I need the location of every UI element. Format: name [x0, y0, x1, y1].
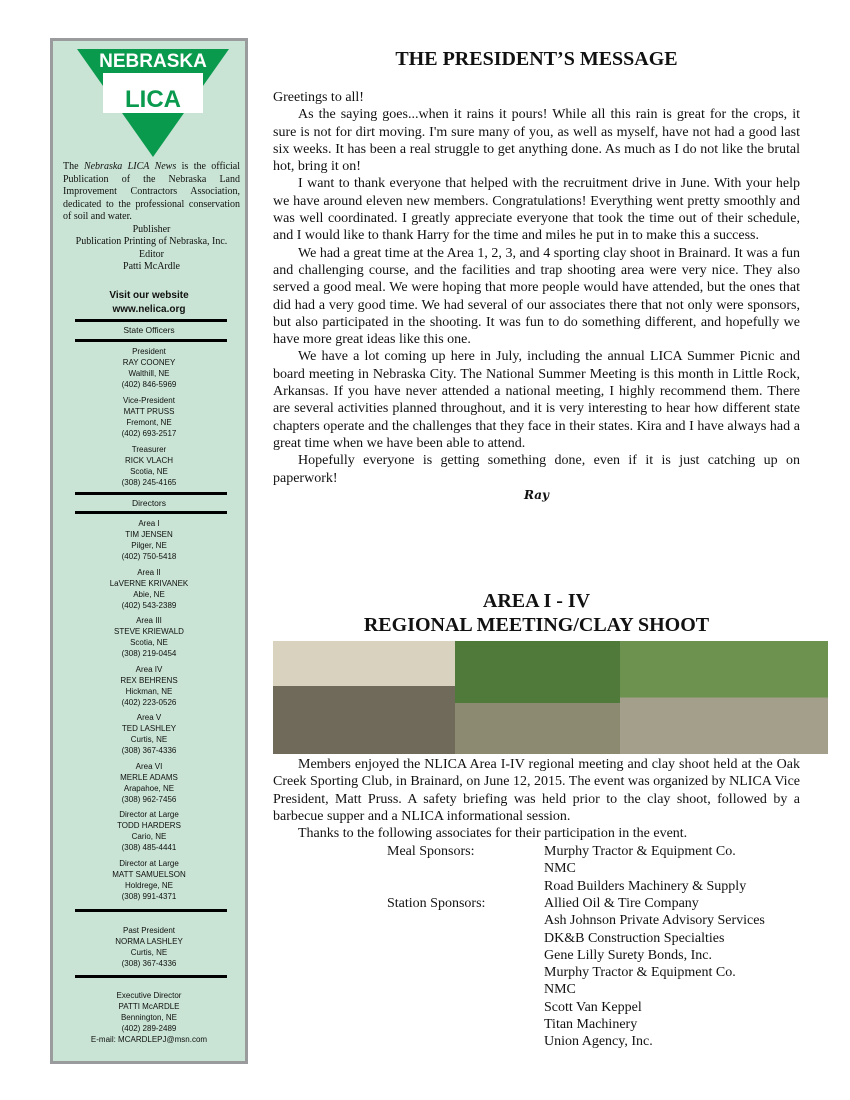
- officer-name: MERLE ADAMS: [120, 772, 178, 782]
- past-president: Past President NORMA LASHLEY Curtis, NE (308) 367-4336: [115, 926, 183, 968]
- officer-entry: [53, 444, 245, 488]
- officer-entry: [53, 615, 245, 659]
- officer-name: TED LASHLEY: [121, 724, 177, 733]
- president-message-title: THE PRESIDENT’S MESSAGE: [395, 48, 678, 70]
- officer-phone: (308) 485-4441: [121, 843, 177, 852]
- officer-entry: [53, 712, 245, 756]
- publication-statement: The Nebraska LICA News is the official Publication of the Nebraska Land Improvement Contractors Association, dedicated to the professional conservation of soil and water. Publisher Publication Printing of Nebraska, Inc. Editor Patti McArdle: [63, 161, 241, 272]
- sponsor: Gene Lilly Surety Bonds, Inc.: [544, 947, 712, 963]
- officer-name: TODD HARDERS: [117, 821, 181, 830]
- officer-entry: [53, 761, 245, 805]
- officer-role: Director at Large: [119, 810, 179, 819]
- officer-role: Area V: [136, 713, 162, 722]
- officer-name: MATT PRUSS: [123, 407, 175, 416]
- sponsor: DK&B Construction Specialties: [544, 930, 725, 946]
- officer-phone: (402) 846-5969: [121, 380, 177, 389]
- sponsor: Allied Oil & Tire Company: [544, 896, 699, 911]
- visit-label: Visit our website: [109, 290, 189, 301]
- svg-text:NEBRASKA: NEBRASKA: [99, 51, 207, 72]
- signature: Ray: [524, 487, 549, 502]
- officer-name: STEVE KRIEWALD: [114, 627, 184, 636]
- officer-city: Hickman, NE: [125, 686, 173, 696]
- directors-heading: Directors: [131, 498, 166, 508]
- shooters-photo: [455, 641, 620, 754]
- officer-phone: (402) 693-2517: [121, 429, 177, 438]
- area-title: AREA I - IV: [482, 590, 591, 612]
- officer-role: Vice-President: [123, 396, 175, 405]
- station-sponsors-label: Station Sponsors:: [387, 896, 486, 911]
- officer-city: Scotia, NE: [130, 638, 168, 647]
- sponsor: NMC: [544, 861, 576, 877]
- meeting-photo: [273, 641, 455, 754]
- website-block: [53, 289, 245, 317]
- officer-role: Area I: [138, 519, 160, 528]
- paragraph: We had a great time at the Area 1, 2, 3, and 4 sporting clay shoot in Brainard. It was a fun and challenging course, and the facilities and trap shooting area were very nice. They also served a good meal. We were hoping that more people would have attended, but the ones that did had a very good time. We had several of our associates there that not only were sponsors, but also participated in the shooting. It was fun to do something different, and hopefully we have more great ideas like this one.: [273, 245, 800, 348]
- officer-entry: [53, 664, 245, 708]
- divider: [75, 319, 227, 322]
- paragraph: Members enjoyed the NLICA Area I-IV regional meeting and clay shoot held at the Oak Creek Sporting Club, in Brainard, on June 12, 2015. The event was organized by NLICA Vice President, Matt Pruss. A safety briefing was held prior to the clay shoot, followed by a barbecue supper and a NLICA informational session.: [273, 757, 800, 824]
- divider: [75, 339, 227, 342]
- officer-role: Treasurer: [131, 445, 167, 454]
- meal-sponsors-list: [544, 843, 746, 895]
- paragraph: Thanks to the following associates for their participation in the event.: [298, 826, 688, 842]
- officer-entry: [53, 518, 245, 562]
- publisher-label: Publisher: [132, 223, 171, 235]
- officer-phone: (308) 367-4336: [121, 746, 177, 755]
- divider: [75, 492, 227, 495]
- officer-role: Area II: [137, 567, 161, 577]
- sponsor: Murphy Tractor & Equipment Co.: [544, 965, 736, 981]
- greeting: Greetings to all!: [273, 90, 364, 105]
- executive-director: Executive Director PATTI McARDLE Bennington, NE (402) 289-2489 E-mail: MCARDLEPJ@msn.com: [53, 990, 245, 1045]
- officer-city: Fremont, NE: [126, 418, 172, 427]
- officer-phone: (402) 543-2389: [121, 600, 177, 610]
- area-subtitle: REGIONAL MEETING/CLAY SHOOT: [363, 614, 710, 636]
- state-officers-heading: State Officers: [123, 325, 175, 335]
- sponsor: Titan Machinery: [544, 1017, 638, 1033]
- sponsor: Union Agency, Inc.: [544, 1034, 653, 1050]
- officer-role: President: [132, 347, 166, 356]
- officer-role: Area IV: [135, 664, 163, 674]
- area-article: [273, 756, 800, 842]
- officer-name: TIM JENSEN: [125, 530, 173, 539]
- editor: Patti McArdle: [123, 261, 180, 272]
- sponsor: Murphy Tractor & Equipment Co.: [544, 844, 736, 859]
- nebraska-lica-logo: [75, 47, 231, 159]
- sponsor: NMC: [544, 982, 576, 998]
- officer-city: Scotia, NE: [130, 467, 168, 476]
- clay-shoot-photo: [620, 641, 828, 754]
- officer-entry: [53, 809, 245, 853]
- station-sponsors-list: [544, 895, 765, 1051]
- officer-city: Holdrege, NE: [124, 880, 174, 890]
- officer-name: REX BEHRENS: [120, 675, 178, 685]
- officer-name: MATT SAMUELSON: [112, 869, 186, 879]
- officer-city: Arapahoe, NE: [123, 783, 175, 793]
- officer-city: Pilger, NE: [131, 541, 167, 550]
- officer-entry: [53, 346, 245, 390]
- divider: [75, 909, 227, 912]
- divider: [75, 511, 227, 514]
- officer-phone: (402) 223-0526: [121, 697, 177, 707]
- officer-city: Abie, NE: [133, 589, 165, 599]
- sponsor: Road Builders Machinery & Supply: [544, 878, 747, 894]
- officer-role: Area III: [136, 616, 162, 625]
- sidebar: [50, 38, 248, 1064]
- email[interactable]: E-mail: MCARDLEPJ@msn.com: [90, 1035, 208, 1044]
- meal-sponsors-label: Meal Sponsors:: [387, 844, 475, 859]
- officer-phone: (402) 750-5418: [121, 552, 177, 561]
- officer-name: RAY COONEY: [122, 358, 176, 367]
- website-link[interactable]: www.nelica.org: [112, 304, 186, 315]
- publisher: Publication Printing of Nebraska, Inc.: [75, 236, 228, 247]
- sponsor: Scott Van Keppel: [544, 999, 642, 1015]
- officer-name: LaVERNE KRIVANEK: [109, 578, 189, 588]
- officer-entry: [53, 395, 245, 439]
- officer-phone: (308) 245-4165: [121, 478, 177, 487]
- officer-phone: (308) 219-0454: [121, 649, 177, 658]
- officer-entry: [53, 567, 245, 611]
- officer-phone: (308) 962-7456: [121, 794, 177, 804]
- officer-city: Cario, NE: [131, 832, 167, 841]
- paragraph: As the saying goes...when it rains it pours! While all this rain is great for the crops, it sure is not for dirt moving. I'm sure many of you, as well as myself, have not had a good last six weeks. It has been a real struggle to get anything done. As much as I do not like the brutal hot, bring it on!: [273, 107, 800, 175]
- paragraph: I want to thank everyone that helped with the recruitment drive in June. With your help we have around eleven new members. Congratulations! Everything went pretty smoothly and was well coordinated. I greatly appreciate everyone that took the time out of their schedule, and I would like to thank Harry for the time and miles he put in to make this a success.: [273, 176, 800, 244]
- svg-text:LICA: LICA: [125, 86, 181, 113]
- divider: [75, 975, 227, 978]
- sponsor: Ash Johnson Private Advisory Services: [544, 913, 765, 929]
- officer-role: Area VI: [135, 761, 163, 771]
- officer-phone: (308) 991-4371: [121, 891, 177, 901]
- paragraph: Hopefully everyone is getting something done, even if it is just catching up on paperwork!: [273, 453, 800, 486]
- officer-role: Director at Large: [119, 858, 179, 868]
- officer-city: Curtis, NE: [130, 735, 168, 744]
- officer-entry: [53, 858, 245, 902]
- editor-label: Editor: [139, 248, 164, 260]
- paragraph: We have a lot coming up here in July, including the annual LICA Summer Picnic and board meeting in Nebraska City. The National Summer Meeting is this month in Little Rock, Arkansas. If you have never attended a national meeting, I highly recommend them. There are several activities planned throughout, and it is very interesting to hear how different state chapters operate and the challenges that they face in their states. Kira and I have always had a great time when we have been able to attend.: [273, 349, 800, 451]
- officer-city: Walthill, NE: [128, 369, 170, 378]
- president-message: [273, 89, 800, 504]
- officer-name: RICK VLACH: [124, 456, 173, 465]
